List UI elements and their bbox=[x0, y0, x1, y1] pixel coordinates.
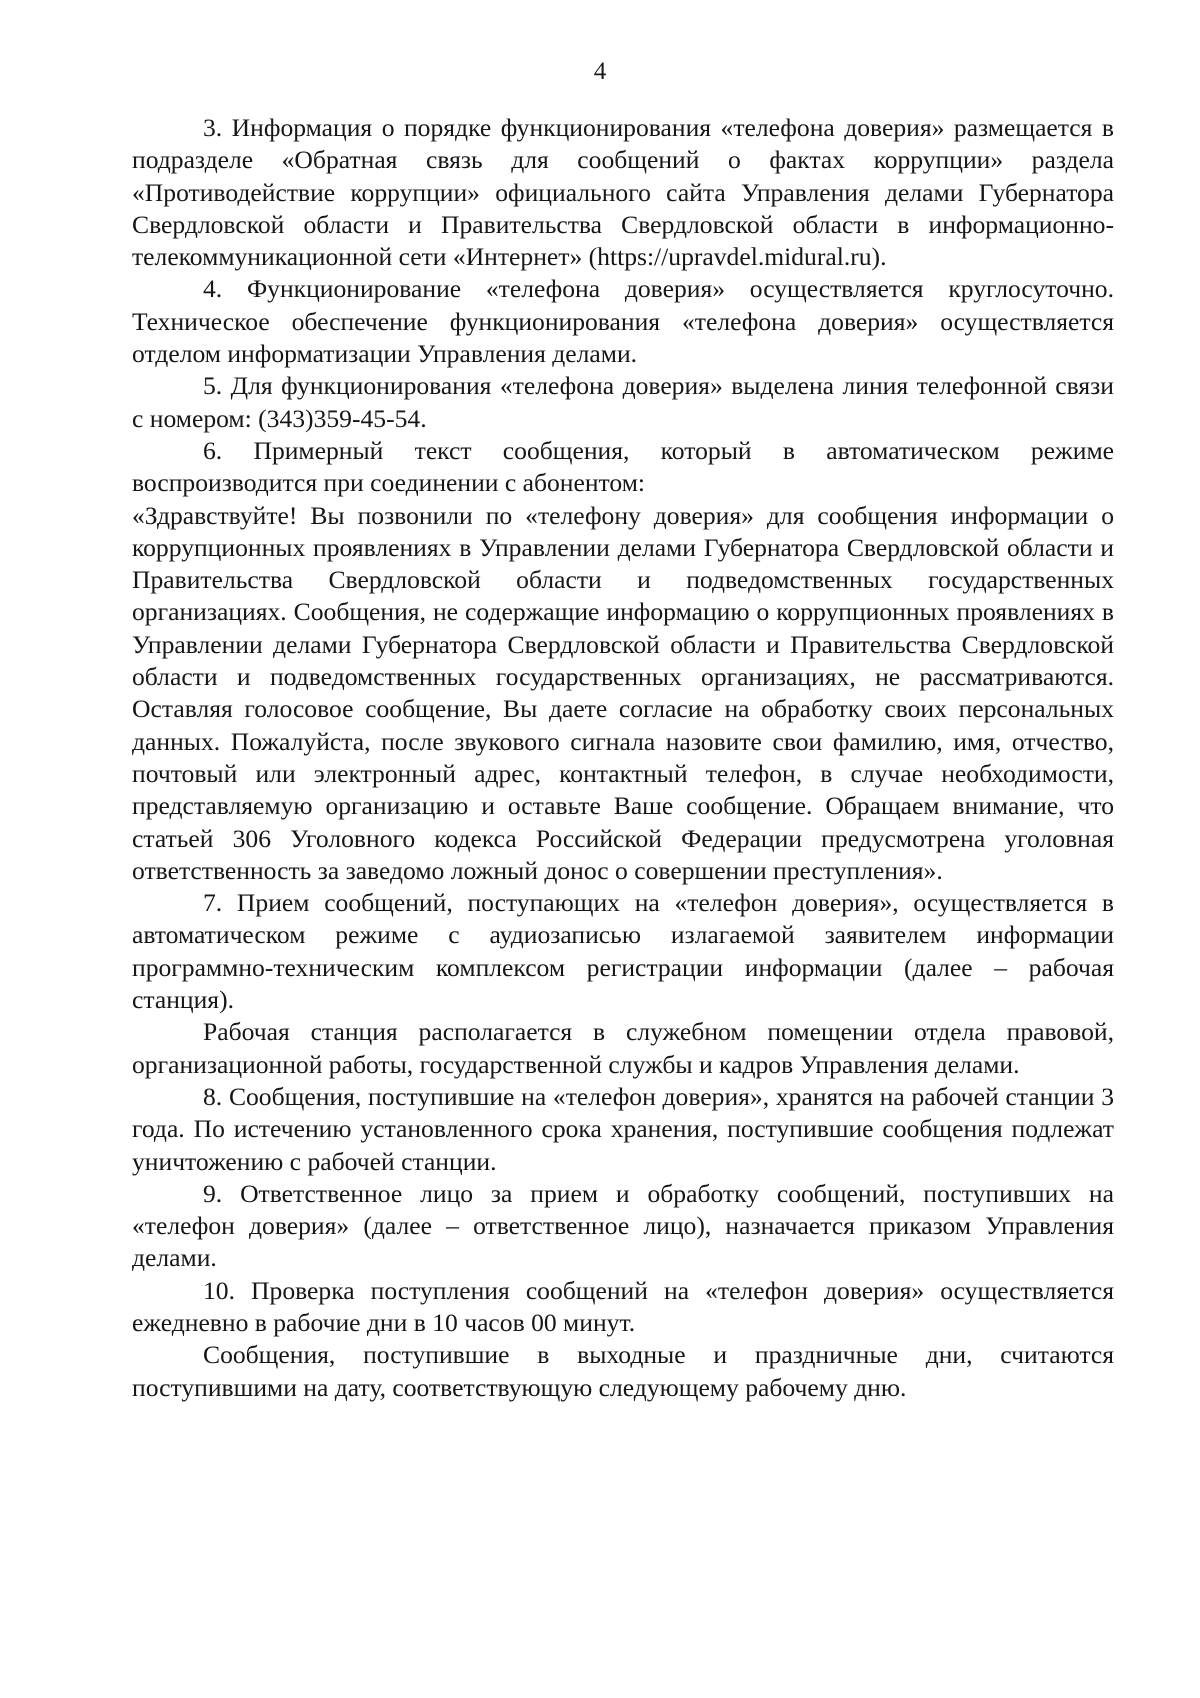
page-number: 4 bbox=[593, 58, 607, 85]
paragraph-10-holidays: Сообщения, поступившие в выходные и праздничные дни, считаются поступившими на дату, соответствующую следующему рабочему дню. bbox=[132, 1340, 1114, 1402]
paragraph-7-workstation-location: Рабочая станция располагается в служебном помещении отдела правовой, организационной работы, государственной службы и кадров Управления делами. bbox=[132, 1017, 1114, 1079]
paragraph-6-message-text: «Здравствуйте! Вы позвонили по «телефону доверия» для сообщения информации о коррупционных проявлениях в Управлении делами Губернатора Свердловской области и Правительства Свердловской области и подведомственных государственных организациях. Сообщения, не содержащие информацию о коррупционных проявлениях в Управлении делами Губернатора Свердловской области и Правительства Свердловской области и подведомственных государственных организациях, не рассматриваются. Оставляя голосовое сообщение, Вы даете согласие на обработку своих персональных данных. Пожалуйста, после звукового сигнала назовите свои фамилию, имя, отчество, почтовый или электронный адрес, контактный телефон, в случае необходимости, представляемую организацию и оставьте Ваше сообщение. Обращаем внимание, что статьей 306 Уголовного кодекса Российской Федерации предусмотрена уголовная ответственность за заведомо ложный донос о совершении преступления». bbox=[132, 500, 1114, 885]
paragraph-7-reception: 7. Прием сообщений, поступающих на «телефон доверия», осуществляется в автоматическом режиме с аудиозаписью излагаемой заявителем информации программно-техническим комплексом регистрации информации (далее – рабочая станция). bbox=[132, 888, 1114, 1015]
paragraph-8-storage: 8. Сообщения, поступившие на «телефон доверия», хранятся на рабочей станции 3 года. По истечению установленного срока хранения, поступившие сообщения подлежат уничтожению с рабочей станции. bbox=[132, 1081, 1114, 1176]
paragraph-6-message-intro: 6. Примерный текст сообщения, который в автоматическом режиме воспроизводится при соединении с абонентом: bbox=[132, 435, 1114, 498]
paragraph-3-info-placement: 3. Информация о порядке функционирования «телефона доверия» размещается в подразделе «Обратная связь для сообщений о фактах коррупции» раздела «Противодействие коррупции» официального сайта Управления делами Губернатора Свердловской области и Правительства Свердловской области в информационно-телекоммуникационной сети «Интернет» (https://upravdel.midural.ru). bbox=[132, 113, 1114, 272]
paragraph-10-check-schedule: 10. Проверка поступления сообщений на «телефон доверия» осуществляется ежедневно в рабочие дни в 10 часов 00 минут. bbox=[132, 1275, 1114, 1337]
paragraph-4-operation-hours: 4. Функционирование «телефона доверия» осуществляется круглосуточно. Техническое обеспечение функционирования «телефона доверия» осуществляется отделом информатизации Управления делами. bbox=[132, 274, 1114, 369]
paragraph-9-responsible-person: 9. Ответственное лицо за прием и обработку сообщений, поступивших на «телефон доверия» (далее – ответственное лицо), назначается приказом Управления делами. bbox=[132, 1178, 1114, 1273]
document-body bbox=[132, 112, 1114, 1404]
paragraph-5-phone-line: 5. Для функционирования «телефона доверия» выделена линия телефонной связи с номером: (343)359-45-54. bbox=[132, 371, 1114, 433]
